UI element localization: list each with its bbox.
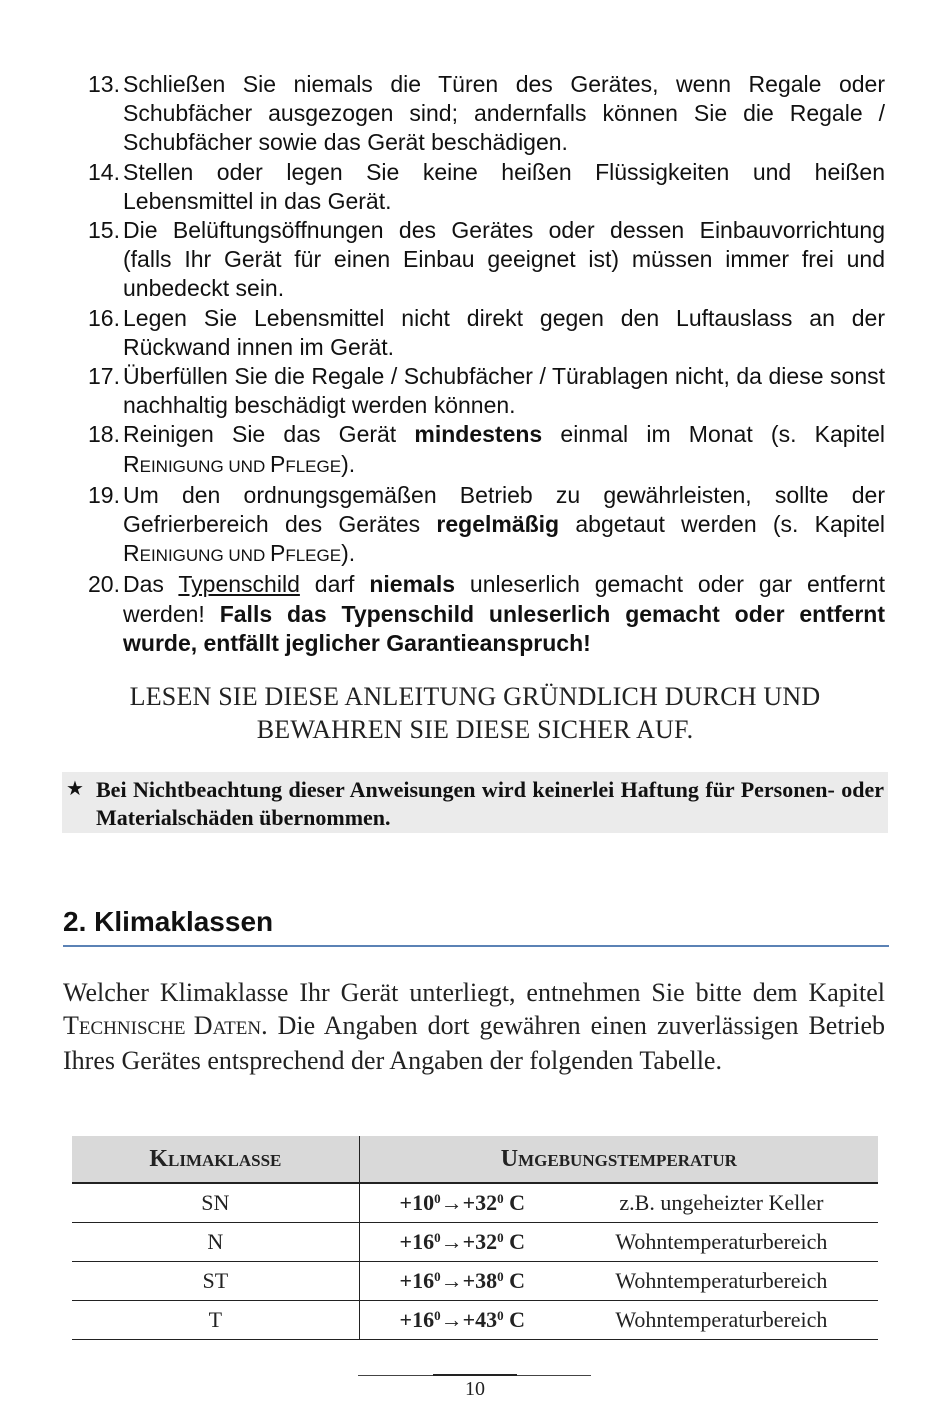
climate-class-cell: T [72, 1301, 359, 1340]
notice-line: LESEN SIE DIESE ANLEITUNG GRÜNDLICH DURCH UND [129, 682, 821, 711]
item-underlined: Typenschild [178, 571, 300, 598]
list-item [88, 362, 885, 420]
item-text: ). [341, 540, 356, 567]
item-emphasis: niemals [369, 571, 455, 598]
temperature-range-cell: $+16^0\to+43^0$ C [359, 1301, 565, 1340]
item-number: 14. [88, 158, 120, 185]
description-cell: Wohntemperaturbereich [565, 1301, 878, 1340]
description-cell: z.B. ungeheizter Keller [565, 1183, 878, 1223]
item-number: 13. [88, 71, 120, 97]
item-text: Reinigen Sie das Gerät [123, 421, 415, 448]
item-text: Um den ordnungsgemäßen Betrieb zu gewährleisten, sollte der Gefrierbereich des Gerätes [123, 481, 885, 538]
read-instructions-notice [62, 680, 888, 746]
item-number: 18. [88, 421, 120, 448]
table-row [72, 1262, 878, 1301]
list-item [88, 304, 885, 362]
item-text: Das [123, 571, 179, 598]
column-header-klimaklasse: KLIMAKLASSE [72, 1136, 359, 1183]
item-emphasis: mindestens [414, 421, 543, 448]
item-text: abgetaut werden (s. Kapitel [559, 511, 885, 538]
item-text: Die Belüftungsöffnungen des Gerätes oder dessen Einbauvorrichtung (falls Ihr Gerät für einen Einbau geeignet ist) müssen immer frei und unbedeckt sein. [123, 217, 885, 302]
item-text: ). [341, 450, 356, 477]
item-emphasis: regelmäßig [436, 511, 560, 538]
liability-warning-text: Bei Nichtbeachtung dieser Anweisungen wird keinerlei Haftung für Personen- oder Materialschäden übernommen. [96, 777, 884, 830]
liability-warning-box [62, 772, 888, 833]
list-item [88, 70, 885, 158]
item-text: Überfüllen Sie die Regale / Schubfächer / Türablagen nicht, da diese sonst nachhaltig beschädigt werden können. [123, 363, 885, 419]
item-number: 16. [88, 304, 120, 331]
item-text: Stellen oder legen Sie keine heißen Flüssigkeiten und heißen Lebensmittel in das Gerät. [123, 158, 885, 214]
temperature-range-cell: $+16^0\to+38^0$ C [359, 1262, 565, 1301]
item-number: 19. [88, 481, 120, 508]
description-cell: Wohntemperaturbereich [565, 1262, 878, 1301]
item-number: 20. [88, 571, 120, 598]
list-item [88, 420, 885, 480]
item-text: Legen Sie Lebensmittel nicht direkt gegen den Luftauslass an der Rückwand innen im Gerät. [123, 304, 885, 360]
table-row [72, 1301, 878, 1340]
item-text: Schließen Sie niemals die Türen des Gerätes, wenn Regale oder Schubfächer ausgezogen sind; andernfalls können Sie die Regale / Schubfächer sowie das Gerät beschädigen. [123, 71, 885, 156]
warranty-warning: Falls das Typenschild unleserlich gemacht oder entfernt wurde, entfällt jeglicher Garantieanspruch! [123, 600, 886, 656]
description-cell: Wohntemperaturbereich [565, 1223, 878, 1262]
safety-instructions-list [88, 70, 885, 658]
item-text: darf [299, 571, 370, 598]
list-item [88, 216, 885, 304]
temperature-range-cell: $+10^0\to+32^0$ C [359, 1183, 565, 1223]
column-header-umgebungstemperatur: UMGEBUNGSTEMPERATUR [359, 1136, 878, 1183]
temperature-range-cell: $+16^0\to+32^0$ C [359, 1223, 565, 1262]
section-heading: 2. Klimaklassen [63, 904, 889, 947]
item-text: unleserlich gemacht oder gar entfernt werden! [123, 571, 885, 627]
footer-divider [358, 1375, 591, 1376]
climate-class-cell: N [72, 1223, 359, 1262]
list-item [88, 481, 885, 571]
chapter-reference: REINIGUNG UND PFLEGE [123, 450, 342, 477]
list-item [88, 570, 885, 658]
chapter-reference: REINIGUNG UND PFLEGE [123, 540, 342, 567]
item-text: einmal im Monat (s. Kapitel [542, 421, 885, 448]
climate-class-cell: ST [72, 1262, 359, 1301]
page-number: 10 [465, 1378, 485, 1400]
star-icon: ★ [66, 776, 84, 800]
section-paragraph: Welcher Klimaklasse Ihr Gerät unterliegt, entnehmen Sie bitte dem Kapitel TECHNISCHE DATEN. Die Angaben dort gewähren einen zuverlässigen Betrieb Ihres Gerätes entsprechend der Angaben der folgenden Tabelle. [63, 978, 885, 1075]
notice-line: BEWAHREN SIE DIESE SICHER AUF. [256, 715, 694, 744]
chapter-reference: TECHNISCHE DATEN [63, 1010, 262, 1040]
item-number: 15. [88, 217, 120, 244]
table-row [72, 1223, 878, 1262]
item-number: 17. [88, 363, 120, 390]
climate-class-table [72, 1136, 878, 1340]
climate-class-cell: SN [72, 1183, 359, 1223]
table-row [72, 1183, 878, 1223]
list-item [88, 158, 885, 216]
